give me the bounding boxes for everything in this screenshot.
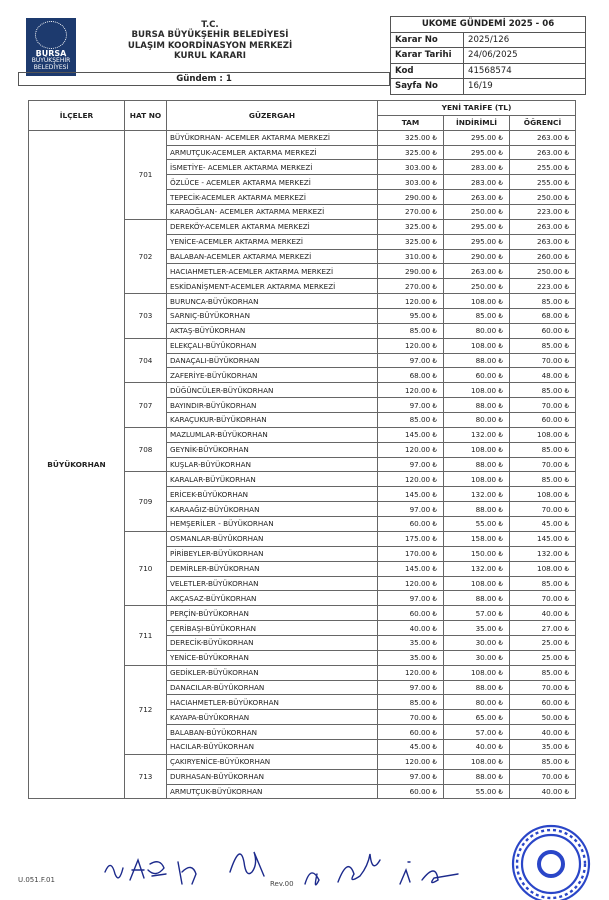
- col-header-route: GÜZERGAH: [167, 101, 378, 131]
- student-fare-cell: 70.00 ₺: [510, 680, 576, 695]
- route-cell: YENİCE-ACEMLER AKTARMA MERKEZİ: [167, 234, 378, 249]
- discounted-fare-cell: 57.00 ₺: [444, 606, 510, 621]
- student-fare-cell: 250.00 ₺: [510, 190, 576, 205]
- line-number-cell: 712: [125, 665, 167, 754]
- col-header-full: TAM: [378, 115, 444, 130]
- discounted-fare-cell: 88.00 ₺: [444, 680, 510, 695]
- route-cell: DEREKÖY-ACEMLER AKTARMA MERKEZİ: [167, 219, 378, 234]
- discounted-fare-cell: 295.00 ₺: [444, 219, 510, 234]
- full-fare-cell: 35.00 ₺: [378, 635, 444, 650]
- meta-row: [391, 63, 586, 79]
- student-fare-cell: 260.00 ₺: [510, 249, 576, 264]
- logo-text-1: BURSA: [35, 49, 67, 58]
- full-fare-cell: 270.00 ₺: [378, 279, 444, 294]
- discounted-fare-cell: 88.00 ₺: [444, 398, 510, 413]
- full-fare-cell: 60.00 ₺: [378, 517, 444, 532]
- student-fare-cell: 132.00 ₺: [510, 546, 576, 561]
- student-fare-cell: 70.00 ₺: [510, 769, 576, 784]
- full-fare-cell: 85.00 ₺: [378, 695, 444, 710]
- line-number-cell: 704: [125, 338, 167, 383]
- student-fare-cell: 27.00 ₺: [510, 621, 576, 636]
- document-header: [18, 12, 586, 92]
- student-fare-cell: 25.00 ₺: [510, 650, 576, 665]
- student-fare-cell: 108.00 ₺: [510, 487, 576, 502]
- route-cell: DANACILAR-BÜYÜKORHAN: [167, 680, 378, 695]
- discounted-fare-cell: 108.00 ₺: [444, 576, 510, 591]
- student-fare-cell: 50.00 ₺: [510, 710, 576, 725]
- full-fare-cell: 290.00 ₺: [378, 264, 444, 279]
- student-fare-cell: 60.00 ₺: [510, 413, 576, 428]
- signature-7: [400, 862, 458, 884]
- route-cell: KAYAPA-BÜYÜKORHAN: [167, 710, 378, 725]
- col-header-new-tariff: YENİ TARİFE (TL): [378, 101, 576, 116]
- student-fare-cell: 85.00 ₺: [510, 576, 576, 591]
- discounted-fare-cell: 30.00 ₺: [444, 635, 510, 650]
- discounted-fare-cell: 290.00 ₺: [444, 249, 510, 264]
- full-fare-cell: 303.00 ₺: [378, 175, 444, 190]
- full-fare-cell: 120.00 ₺: [378, 665, 444, 680]
- full-fare-cell: 85.00 ₺: [378, 413, 444, 428]
- decision-meta-table: [390, 16, 586, 95]
- route-cell: SARNIÇ-BÜYÜKORHAN: [167, 309, 378, 324]
- discounted-fare-cell: 150.00 ₺: [444, 546, 510, 561]
- col-header-student: ÖĞRENCİ: [510, 115, 576, 130]
- line-number-cell: 711: [125, 606, 167, 665]
- meta-key: Kod: [391, 63, 464, 79]
- route-cell: ÇERİBAŞI-BÜYÜKORHAN: [167, 621, 378, 636]
- meta-key: Karar No: [391, 32, 464, 48]
- full-fare-cell: 97.00 ₺: [378, 502, 444, 517]
- table-header-row: [29, 101, 576, 116]
- student-fare-cell: 85.00 ₺: [510, 754, 576, 769]
- line-number-cell: 703: [125, 294, 167, 339]
- discounted-fare-cell: 295.00 ₺: [444, 234, 510, 249]
- discounted-fare-cell: 132.00 ₺: [444, 561, 510, 576]
- col-header-district: İLÇELER: [29, 101, 125, 131]
- route-cell: DÜĞÜNCÜLER-BÜYÜKORHAN: [167, 383, 378, 398]
- full-fare-cell: 310.00 ₺: [378, 249, 444, 264]
- discounted-fare-cell: 158.00 ₺: [444, 531, 510, 546]
- route-cell: İSMETİYE- ACEMLER AKTARMA MERKEZİ: [167, 160, 378, 175]
- discounted-fare-cell: 263.00 ₺: [444, 264, 510, 279]
- discounted-fare-cell: 108.00 ₺: [444, 665, 510, 680]
- route-cell: DEMİRLER-BÜYÜKORHAN: [167, 561, 378, 576]
- student-fare-cell: 40.00 ₺: [510, 784, 576, 799]
- student-fare-cell: 108.00 ₺: [510, 561, 576, 576]
- full-fare-cell: 325.00 ₺: [378, 130, 444, 145]
- title-line: KURUL KARARI: [174, 50, 246, 61]
- title-line: BURSA BÜYÜKŞEHİR BELEDİYESİ: [131, 30, 289, 41]
- student-fare-cell: 223.00 ₺: [510, 279, 576, 294]
- route-cell: BAYINDIR-BÜYÜKORHAN: [167, 398, 378, 413]
- full-fare-cell: 120.00 ₺: [378, 472, 444, 487]
- line-number-cell: 702: [125, 219, 167, 293]
- full-fare-cell: 97.00 ₺: [378, 353, 444, 368]
- col-header-line-no: HAT NO: [125, 101, 167, 131]
- title-line: ULAŞIM KOORDİNASYON MERKEZİ: [127, 40, 293, 51]
- meta-value: 2025/126: [464, 32, 586, 48]
- route-cell: HACILAR-BÜYÜKORHAN: [167, 739, 378, 754]
- route-cell: KARAAĞIZ-BÜYÜKORHAN: [167, 502, 378, 517]
- student-fare-cell: 255.00 ₺: [510, 175, 576, 190]
- discounted-fare-cell: 80.00 ₺: [444, 323, 510, 338]
- route-cell: KARALAR-BÜYÜKORHAN: [167, 472, 378, 487]
- line-number-cell: 710: [125, 531, 167, 605]
- line-number-cell: 708: [125, 427, 167, 472]
- discounted-fare-cell: 263.00 ₺: [444, 190, 510, 205]
- student-fare-cell: 48.00 ₺: [510, 368, 576, 383]
- student-fare-cell: 85.00 ₺: [510, 338, 576, 353]
- line-number-cell: 701: [125, 130, 167, 219]
- meta-heading: UKOME GÜNDEMİ 2025 - 06: [391, 17, 586, 33]
- full-fare-cell: 60.00 ₺: [378, 784, 444, 799]
- title-line: T.C.: [201, 20, 219, 30]
- logo-text-3: BELEDİYESİ: [33, 64, 69, 71]
- meta-row: [391, 32, 586, 48]
- student-fare-cell: 45.00 ₺: [510, 517, 576, 532]
- full-fare-cell: 60.00 ₺: [378, 606, 444, 621]
- route-cell: MAZLUMLAR-BÜYÜKORHAN: [167, 427, 378, 442]
- signature-2: [130, 860, 166, 880]
- municipality-logo: [26, 18, 76, 76]
- meta-value: 41568574: [464, 63, 586, 79]
- signature-1: [105, 865, 123, 877]
- discounted-fare-cell: 283.00 ₺: [444, 175, 510, 190]
- meta-key: Karar Tarihi: [391, 48, 464, 64]
- full-fare-cell: 145.00 ₺: [378, 561, 444, 576]
- discounted-fare-cell: 80.00 ₺: [444, 413, 510, 428]
- full-fare-cell: 270.00 ₺: [378, 205, 444, 220]
- full-fare-cell: 325.00 ₺: [378, 234, 444, 249]
- route-cell: TEPECİK-ACEMLER AKTARMA MERKEZİ: [167, 190, 378, 205]
- full-fare-cell: 145.00 ₺: [378, 487, 444, 502]
- student-fare-cell: 70.00 ₺: [510, 502, 576, 517]
- route-cell: ELEKÇALI-BÜYÜKORHAN: [167, 338, 378, 353]
- full-fare-cell: 303.00 ₺: [378, 160, 444, 175]
- discounted-fare-cell: 283.00 ₺: [444, 160, 510, 175]
- student-fare-cell: 108.00 ₺: [510, 427, 576, 442]
- student-fare-cell: 250.00 ₺: [510, 264, 576, 279]
- full-fare-cell: 95.00 ₺: [378, 309, 444, 324]
- discounted-fare-cell: 55.00 ₺: [444, 517, 510, 532]
- agenda-label: Gündem : 1: [18, 72, 390, 86]
- student-fare-cell: 60.00 ₺: [510, 695, 576, 710]
- route-cell: HACIAHMETLER-BÜYÜKORHAN: [167, 695, 378, 710]
- full-fare-cell: 325.00 ₺: [378, 145, 444, 160]
- discounted-fare-cell: 108.00 ₺: [444, 294, 510, 309]
- student-fare-cell: 223.00 ₺: [510, 205, 576, 220]
- line-number-cell: 707: [125, 383, 167, 428]
- discounted-fare-cell: 108.00 ₺: [444, 338, 510, 353]
- full-fare-cell: 97.00 ₺: [378, 591, 444, 606]
- logo-emblem-icon: [35, 21, 67, 49]
- discounted-fare-cell: 295.00 ₺: [444, 145, 510, 160]
- page-number-value: 16/19: [464, 79, 586, 95]
- meta-row: [391, 79, 586, 95]
- route-cell: ÖZLÜCE - ACEMLER AKTARMA MERKEZİ: [167, 175, 378, 190]
- route-cell: ERİCEK-BÜYÜKORHAN: [167, 487, 378, 502]
- full-fare-cell: 35.00 ₺: [378, 650, 444, 665]
- full-fare-cell: 145.00 ₺: [378, 427, 444, 442]
- full-fare-cell: 97.00 ₺: [378, 680, 444, 695]
- line-number-cell: 713: [125, 754, 167, 799]
- col-header-discounted: İNDİRİMLİ: [444, 115, 510, 130]
- full-fare-cell: 85.00 ₺: [378, 323, 444, 338]
- discounted-fare-cell: 30.00 ₺: [444, 650, 510, 665]
- route-cell: GEDİKLER-BÜYÜKORHAN: [167, 665, 378, 680]
- signature-4: [230, 852, 264, 876]
- student-fare-cell: 70.00 ₺: [510, 398, 576, 413]
- full-fare-cell: 120.00 ₺: [378, 338, 444, 353]
- route-cell: AKTAŞ-BÜYÜKORHAN: [167, 323, 378, 338]
- route-cell: ARMUTÇUK-ACEMLER AKTARMA MERKEZİ: [167, 145, 378, 160]
- discounted-fare-cell: 88.00 ₺: [444, 502, 510, 517]
- student-fare-cell: 263.00 ₺: [510, 130, 576, 145]
- full-fare-cell: 120.00 ₺: [378, 383, 444, 398]
- full-fare-cell: 97.00 ₺: [378, 769, 444, 784]
- route-cell: HEMŞERİLER - BÜYÜKORHAN: [167, 517, 378, 532]
- logo-text-2: BÜYÜKŞEHİR: [31, 57, 71, 64]
- full-fare-cell: 120.00 ₺: [378, 576, 444, 591]
- discounted-fare-cell: 85.00 ₺: [444, 309, 510, 324]
- discounted-fare-cell: 57.00 ₺: [444, 725, 510, 740]
- discounted-fare-cell: 108.00 ₺: [444, 754, 510, 769]
- full-fare-cell: 175.00 ₺: [378, 531, 444, 546]
- document-title: [110, 20, 310, 61]
- route-cell: ARMUTÇUK-BÜYÜKORHAN: [167, 784, 378, 799]
- route-cell: OSMANLAR-BÜYÜKORHAN: [167, 531, 378, 546]
- route-cell: ZAFERİYE-BÜYÜKORHAN: [167, 368, 378, 383]
- route-cell: DURHASAN-BÜYÜKORHAN: [167, 769, 378, 784]
- discounted-fare-cell: 132.00 ₺: [444, 487, 510, 502]
- student-fare-cell: 35.00 ₺: [510, 739, 576, 754]
- route-cell: HACIAHMETLER-ACEMLER AKTARMA MERKEZİ: [167, 264, 378, 279]
- discounted-fare-cell: 80.00 ₺: [444, 695, 510, 710]
- student-fare-cell: 145.00 ₺: [510, 531, 576, 546]
- route-cell: VELETLER-BÜYÜKORHAN: [167, 576, 378, 591]
- student-fare-cell: 263.00 ₺: [510, 145, 576, 160]
- tariff-table: [28, 100, 576, 799]
- student-fare-cell: 70.00 ₺: [510, 457, 576, 472]
- student-fare-cell: 85.00 ₺: [510, 665, 576, 680]
- official-stamp: [505, 812, 609, 900]
- revision-label: Rev.00: [270, 880, 294, 888]
- student-fare-cell: 40.00 ₺: [510, 606, 576, 621]
- student-fare-cell: 70.00 ₺: [510, 591, 576, 606]
- route-cell: PERÇİN-BÜYÜKORHAN: [167, 606, 378, 621]
- student-fare-cell: 85.00 ₺: [510, 294, 576, 309]
- full-fare-cell: 40.00 ₺: [378, 621, 444, 636]
- student-fare-cell: 25.00 ₺: [510, 635, 576, 650]
- signature-3: [178, 862, 196, 884]
- discounted-fare-cell: 132.00 ₺: [444, 427, 510, 442]
- full-fare-cell: 325.00 ₺: [378, 219, 444, 234]
- tariff-table-body: [29, 130, 576, 799]
- route-cell: GEYNİK-BÜYÜKORHAN: [167, 442, 378, 457]
- student-fare-cell: 85.00 ₺: [510, 442, 576, 457]
- student-fare-cell: 255.00 ₺: [510, 160, 576, 175]
- full-fare-cell: 170.00 ₺: [378, 546, 444, 561]
- discounted-fare-cell: 65.00 ₺: [444, 710, 510, 725]
- route-cell: BALABAN-ACEMLER AKTARMA MERKEZİ: [167, 249, 378, 264]
- signature-6: [338, 854, 380, 882]
- full-fare-cell: 68.00 ₺: [378, 368, 444, 383]
- full-fare-cell: 120.00 ₺: [378, 754, 444, 769]
- student-fare-cell: 263.00 ₺: [510, 234, 576, 249]
- student-fare-cell: 60.00 ₺: [510, 323, 576, 338]
- full-fare-cell: 45.00 ₺: [378, 739, 444, 754]
- route-cell: BÜYÜKORHAN- ACEMLER AKTARMA MERKEZİ: [167, 130, 378, 145]
- route-cell: KARAOĞLAN- ACEMLER AKTARMA MERKEZİ: [167, 205, 378, 220]
- student-fare-cell: 70.00 ₺: [510, 353, 576, 368]
- discounted-fare-cell: 35.00 ₺: [444, 621, 510, 636]
- route-cell: DERECİK-BÜYÜKORHAN: [167, 635, 378, 650]
- discounted-fare-cell: 88.00 ₺: [444, 769, 510, 784]
- route-cell: KARAÇUKUR-BÜYÜKORHAN: [167, 413, 378, 428]
- full-fare-cell: 97.00 ₺: [378, 398, 444, 413]
- route-cell: BALABAN-BÜYÜKORHAN: [167, 725, 378, 740]
- route-cell: YENİCE-BÜYÜKORHAN: [167, 650, 378, 665]
- district-cell: BÜYÜKORHAN: [29, 130, 125, 799]
- full-fare-cell: 120.00 ₺: [378, 442, 444, 457]
- full-fare-cell: 120.00 ₺: [378, 294, 444, 309]
- discounted-fare-cell: 295.00 ₺: [444, 130, 510, 145]
- discounted-fare-cell: 250.00 ₺: [444, 205, 510, 220]
- full-fare-cell: 97.00 ₺: [378, 457, 444, 472]
- full-fare-cell: 290.00 ₺: [378, 190, 444, 205]
- discounted-fare-cell: 40.00 ₺: [444, 739, 510, 754]
- route-cell: KUŞLAR-BÜYÜKORHAN: [167, 457, 378, 472]
- page-number-key: Sayfa No: [391, 79, 464, 95]
- route-cell: DANAÇALI-BÜYÜKORHAN: [167, 353, 378, 368]
- student-fare-cell: 85.00 ₺: [510, 472, 576, 487]
- student-fare-cell: 85.00 ₺: [510, 383, 576, 398]
- full-fare-cell: 60.00 ₺: [378, 725, 444, 740]
- discounted-fare-cell: 55.00 ₺: [444, 784, 510, 799]
- discounted-fare-cell: 108.00 ₺: [444, 442, 510, 457]
- route-cell: BURUNCA-BÜYÜKORHAN: [167, 294, 378, 309]
- student-fare-cell: 263.00 ₺: [510, 219, 576, 234]
- route-cell: ESKİDANİŞMENT-ACEMLER AKTARMA MERKEZİ: [167, 279, 378, 294]
- table-row: [29, 130, 576, 145]
- discounted-fare-cell: 250.00 ₺: [444, 279, 510, 294]
- student-fare-cell: 40.00 ₺: [510, 725, 576, 740]
- route-cell: PİRİBEYLER-BÜYÜKORHAN: [167, 546, 378, 561]
- form-code: U.051.F.01: [18, 876, 55, 884]
- discounted-fare-cell: 60.00 ₺: [444, 368, 510, 383]
- discounted-fare-cell: 108.00 ₺: [444, 472, 510, 487]
- signatures: [100, 842, 500, 890]
- discounted-fare-cell: 88.00 ₺: [444, 591, 510, 606]
- route-cell: ÇAKIRYENİCE-BÜYÜKORHAN: [167, 754, 378, 769]
- meta-row: [391, 48, 586, 64]
- signature-5: [305, 873, 319, 885]
- discounted-fare-cell: 88.00 ₺: [444, 353, 510, 368]
- route-cell: AKÇASAZ-BÜYÜKORHAN: [167, 591, 378, 606]
- discounted-fare-cell: 108.00 ₺: [444, 383, 510, 398]
- full-fare-cell: 70.00 ₺: [378, 710, 444, 725]
- line-number-cell: 709: [125, 472, 167, 531]
- meta-value: 24/06/2025: [464, 48, 586, 64]
- discounted-fare-cell: 88.00 ₺: [444, 457, 510, 472]
- student-fare-cell: 68.00 ₺: [510, 309, 576, 324]
